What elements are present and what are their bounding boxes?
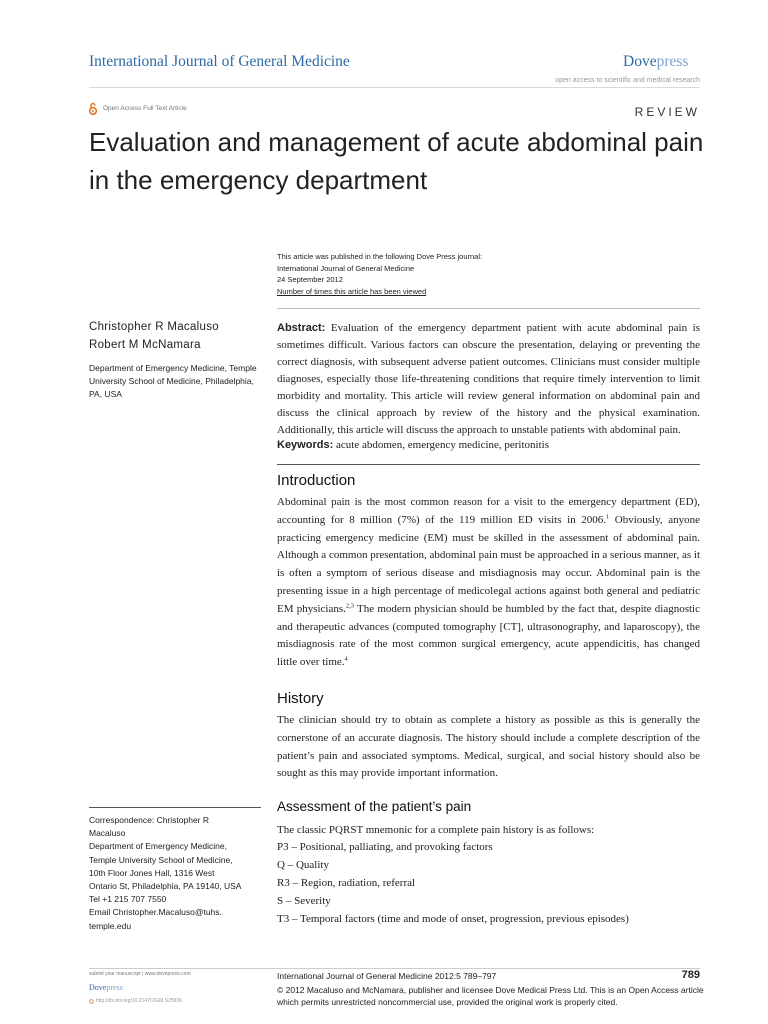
logo-dove-text: Dove — [89, 983, 107, 992]
assessment-intro: The classic PQRST mnemonic for a complete pain history is as follows: — [277, 824, 595, 836]
abstract — [277, 320, 700, 439]
correspondence-line: Department of Emergency Medicine, — [89, 841, 227, 852]
list-item: S – Severity — [277, 895, 331, 907]
article-views-link[interactable]: Number of times this article has been viewed — [277, 286, 427, 296]
author-name: Robert M McNamara — [89, 339, 201, 351]
introduction-paragraph — [277, 494, 700, 672]
logo-press-text: press — [656, 53, 689, 70]
history-heading: History — [277, 690, 324, 707]
keywords — [277, 437, 700, 454]
keywords-label: Keywords: — [277, 439, 334, 451]
pub-info-line: This article was published in the following Dove Press journal: — [277, 252, 483, 261]
footer-dovepress-logo[interactable] — [89, 983, 123, 992]
open-access-lock-icon — [88, 102, 98, 115]
abstract-text: Evaluation of the emergency department patient with acute abdominal pain is sometimes difficult. Various factors can obscure the presentation, delaying or preventing the correct diagnosis, with subsequent adverse patient outcomes. Clinicians must consider multiple diagnoses, especially those life-threatening conditions that require timely intervention to limit morbidity and mortality. This article will review general information on abdominal pain and discuss the clinical approach by review of the history and the physical examination. Additionally, this article will discuss the approach to unstable patients with abdominal pain. — [277, 322, 700, 436]
footer-citation: International Journal of General Medicine 2012:5 789–797 — [277, 971, 497, 981]
list-item: R3 – Region, radiation, referral — [277, 877, 416, 889]
reference-link[interactable]: 1 — [605, 513, 610, 521]
list-item: P3 – Positional, palliating, and provoking factors — [277, 841, 493, 853]
footer-divider — [89, 968, 700, 969]
copyright-notice: © 2012 Macaluso and McNamara, publisher and licensee Dove Medical Press Ltd. This is an Open Access article which permits unrestricted noncommercial use, provided the original work is properly cited. — [277, 985, 704, 1007]
publication-info — [277, 251, 482, 297]
correspondence-block — [89, 814, 269, 933]
correspondence-divider — [89, 807, 261, 808]
correspondence-line: Tel +1 215 707 7550 — [89, 894, 167, 905]
intro-text-part: Abdominal pain is the most common reason for a visit to the emergency department (ED), accounting for 8 million (7%) of the 119 million ED visits in 2006. — [277, 496, 700, 526]
logo-dove-text: Dove — [623, 53, 657, 70]
doi-lock-icon — [89, 997, 94, 1004]
journal-title[interactable]: International Journal of General Medicine — [89, 53, 350, 70]
page-number: 789 — [681, 969, 700, 981]
open-access-label: Open Access Full Text Article — [103, 105, 187, 112]
list-item: Q – Quality — [277, 859, 329, 871]
doi-link[interactable]: http://dx.doi.org/10.2147/IJGM.S25936 — [96, 998, 182, 1004]
dovepress-logo[interactable] — [623, 53, 688, 71]
history-paragraph: The clinician should try to obtain as complete a history as possible as this is generally the cornerstone of an accurate diagnosis. The history should include a complete description of the patient’s pain and associated symptoms. Medical, surgical, and social history should also be sought as this may provide important information. — [277, 714, 700, 780]
correspondence-line: 10th Floor Jones Hall, 1316 West — [89, 867, 215, 878]
article-type-label: REVIEW — [634, 105, 700, 119]
intro-text-part: Obviously, anyone practicing emergency medicine (EM) must be skilled in the assessment of abdominal pain. Although a common presentation, abdominal pain must be approached in a serious manner, as it is often a symptom of serious disease and misdiagnosis may occur. Abdominal pain is the presenting issue in a high percentage of medicolegal actions against both general and pediatric EM physicians. — [277, 513, 700, 615]
abstract-divider — [277, 464, 700, 465]
assessment-heading: Assessment of the patient’s pain — [277, 799, 472, 814]
correspondence-line: Macaluso — [89, 828, 126, 839]
header-divider — [89, 87, 700, 88]
submit-manuscript-link[interactable]: submit your manuscript | www.dovepress.com — [89, 971, 191, 977]
author-name: Christopher R Macaluso — [89, 321, 219, 333]
introduction-heading: Introduction — [277, 472, 356, 489]
pub-info-journal: International Journal of General Medicine — [277, 263, 415, 273]
logo-press-text: press — [106, 983, 123, 992]
correspondence-line: Ontario St, Philadelphia, PA 19140, USA — [89, 881, 242, 892]
correspondence-line: Correspondence: Christopher R — [89, 815, 210, 825]
correspondence-email[interactable]: Email Christopher.Macaluso@tuhs. — [89, 907, 222, 918]
pub-info-date: 24 September 2012 — [277, 275, 343, 284]
abstract-label: Abstract: — [277, 322, 326, 334]
reference-link[interactable]: 2,3 — [345, 602, 355, 610]
article-title: Evaluation and management of acute abdominal pain in the emergency department — [89, 127, 704, 195]
author-affiliation: Department of Emergency Medicine, Temple University School of Medicine, Philadelphia, PA, USA — [89, 363, 257, 399]
keywords-text: acute abdomen, emergency medicine, peritonitis — [336, 439, 549, 451]
intro-text-part: The modern physician should be humbled by the fact that, despite diagnostic and therapeutic advances (computed tomography [CT], ultrasonography, and laparoscopy), the misdiagnosis rate of the most common surgical emergency, acute appendicitis, has changed little over time. — [277, 602, 700, 669]
list-item: T3 – Temporal factors (time and mode of onset, progression, previous episodes) — [277, 913, 629, 925]
correspondence-line: Temple University School of Medicine, — [89, 854, 233, 865]
correspondence-email[interactable]: temple.edu — [89, 920, 132, 931]
publisher-tagline: open access to scientific and medical research — [555, 77, 700, 84]
publication-divider — [277, 308, 700, 309]
pqrst-list — [277, 838, 629, 928]
author-list — [89, 318, 219, 354]
reference-link[interactable]: 4 — [344, 655, 348, 663]
